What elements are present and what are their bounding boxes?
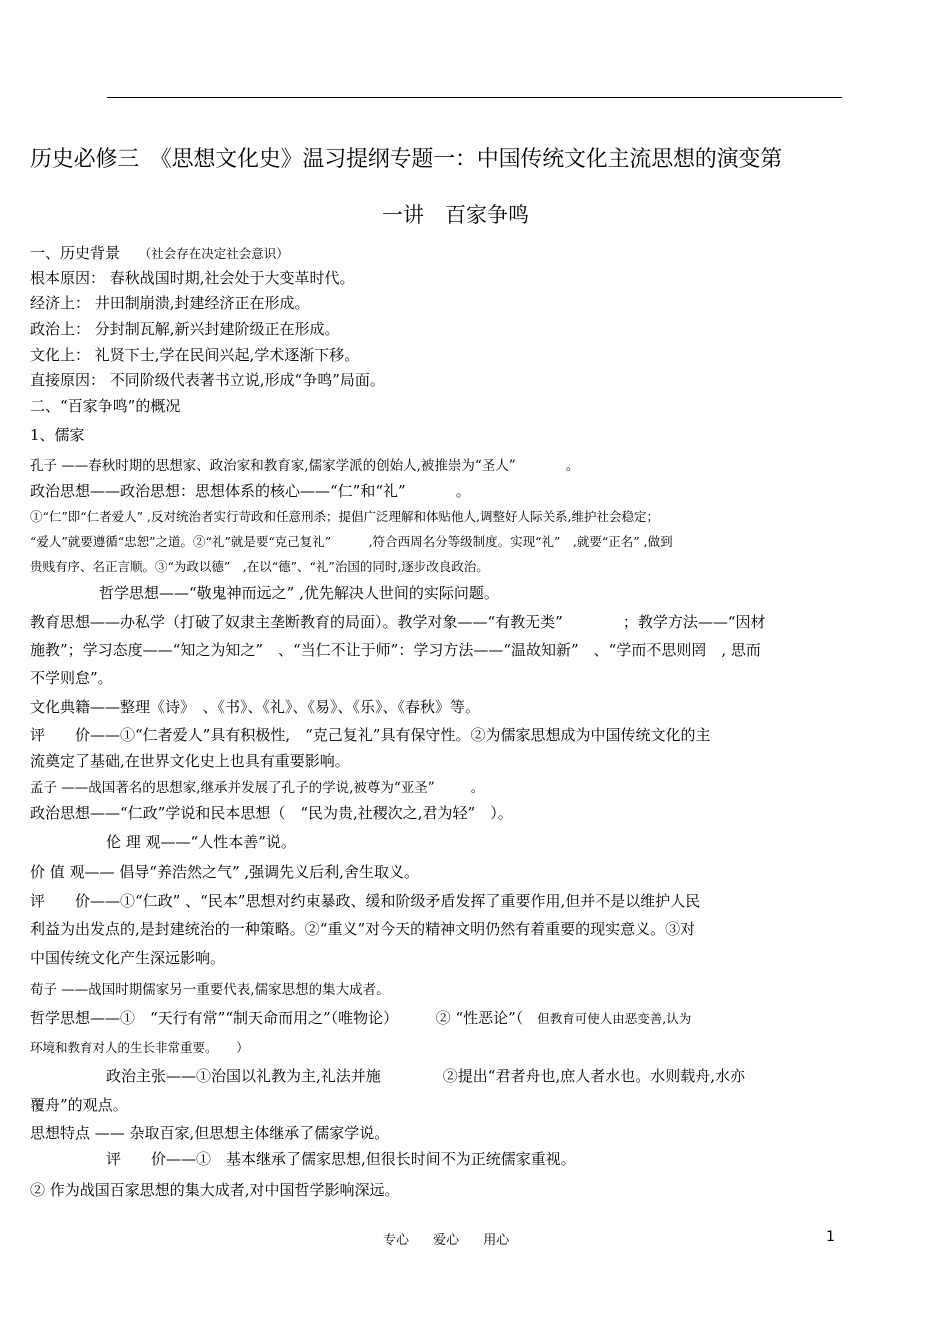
text-line: 文化典籍——整理《诗》 、《书》、《礼》、《易》、《乐》、《春秋》等。 xyxy=(30,698,481,716)
text-line: 伦 理 观——“人性本善”说。 xyxy=(106,833,296,851)
text-line: 价 值 观—— 倡导“养浩然之气” ,强调先义后利,舍生取义。 xyxy=(30,863,419,881)
text-line: 利益为出发点的,是封建统治的一种策略。②“重义”对今天的精神文明仍然有着重要的现实意义。③对 xyxy=(30,920,696,938)
text-line: 不学则怠”。 xyxy=(30,669,113,687)
text-line: 思想特点 —— 杂取百家,但思想主体继承了儒家学说。 xyxy=(30,1124,390,1142)
text-line: 流奠定了基础,在世界文化史上也具有重要影响。 xyxy=(30,752,350,770)
text-segment: 但教育可使人由恶变善,认为 xyxy=(537,1011,692,1026)
text-line xyxy=(106,1066,745,1086)
text-line: 荀子 ——战国时期儒家另一重要代表,儒家思想的集大成者。 xyxy=(30,982,390,998)
section-heading-text: 一、历史背景 xyxy=(30,244,121,262)
text-line: ①“仁”即“仁者爱人” ,反对统治者实行苛政和任意刑杀；提倡广泛理解和体贴他人,调整好人际关系,维护社会稳定； xyxy=(30,509,659,524)
text-line: 哲学思想——“敬鬼神而远之” ,优先解决人世间的实际问题。 xyxy=(99,584,499,602)
text-line: “爱人”就要遵循“忠恕”之道。②“礼”就是要“克己复礼” ,符合西周名分等级制度。实现“礼” ,就要“正名” ,做到 xyxy=(30,534,673,549)
page-number: 1 xyxy=(826,1229,835,1245)
text-line: ② 作为战国百家思想的集大成者,对中国哲学影响深远。 xyxy=(30,1181,400,1199)
text-line: 施教”；学习态度——“知之为知之” 、“当仁不让于师”：学习方法——“温故知新” 、“学而不思则罔 , 思而 xyxy=(30,641,761,659)
text-segment: 孔子 ——春秋时期的思想家、政治家和教育家,儒家学派的创始人,被推崇为“圣人” xyxy=(30,458,516,474)
text-segment: 政治思想——政治思想：思想体系的核心——“仁”和“礼” xyxy=(30,482,406,500)
text-segment: 政治主张——①治国以礼教为主,礼法并施 xyxy=(106,1067,381,1085)
text-line: 中国传统文化产生深远影响。 xyxy=(30,949,226,967)
text-line: 评 价——①“仁者爱人”具有积极性, “克己复礼”具有保守性。②为儒家思想成为中国传统文化的主 xyxy=(30,726,711,744)
text-segment: 。 xyxy=(565,458,580,474)
section-heading-note: （社会存在决定社会意识） xyxy=(138,246,289,261)
page-footer: 专心 爱心 用心 xyxy=(383,1233,510,1248)
text-line: 根本原因： 春秋战国时期,社会处于大变革时代。 xyxy=(30,269,355,287)
text-segment: 。 xyxy=(455,482,471,500)
text-line: 教育思想——办私学（打破了奴隶主垄断教育的局面）。教学对象——“有教无类” ；教学方法——“因材 xyxy=(30,613,766,631)
text-line: 评 价——①“仁政” 、“民本”思想对约束暴政、缓和阶级矛盾发挥了重要作用,但并不是以维护人民 xyxy=(30,892,701,910)
text-line xyxy=(30,1008,691,1029)
text-segment: 哲学思想——① “天行有常”“制天命而用之”（唯物论） ② “性恶论”（ xyxy=(30,1009,524,1027)
text-segment: 。 xyxy=(470,780,485,796)
text-line xyxy=(30,481,471,501)
text-line: 贵贱有序、名正言顺。③“为政以德” ,在以“德”、“礼”治国的同时,逐步改良政治。 xyxy=(30,559,489,574)
section-heading xyxy=(30,243,289,264)
subsection-heading: 1、儒家 xyxy=(30,426,85,444)
document-subtitle: 一讲 百家争鸣 xyxy=(382,203,529,227)
text-line: 覆舟”的观点。 xyxy=(30,1096,128,1114)
text-line: 政治上： 分封制瓦解,新兴封建阶级正在形成。 xyxy=(30,320,340,338)
text-line: 环境和教育对人的生长非常重要。 ） xyxy=(30,1040,249,1055)
text-line: 直接原因： 不同阶级代表著书立说,形成“争鸣”局面。 xyxy=(30,371,385,389)
text-line: 文化上： 礼贤下士,学在民间兴起,学术逐渐下移。 xyxy=(30,346,360,364)
text-line: 经济上： 井田制崩溃,封建经济正在形成。 xyxy=(30,294,310,312)
text-line xyxy=(30,455,579,476)
text-line xyxy=(30,777,484,798)
text-line: 政治思想——“仁政”学说和民本思想（ “民为贵,社稷次之,君为轻” ）。 xyxy=(30,804,513,822)
document-title: 历史必修三 《思想文化史》温习提纲专题一：中国传统文化主流思想的演变第 xyxy=(30,147,783,172)
section-heading: 二、“百家争鸣”的概况 xyxy=(30,397,181,415)
text-segment: ②提出“君者舟也,庶人者水也。水则载舟,水亦 xyxy=(442,1067,745,1085)
text-segment: 孟子 ——战国著名的思想家,继承并发展了孔子的学说,被尊为“亚圣” xyxy=(30,780,435,796)
text-line: 评 价——① 基本继承了儒家思想,但很长时间不为正统儒家重视。 xyxy=(106,1150,576,1168)
top-rule xyxy=(107,97,842,98)
